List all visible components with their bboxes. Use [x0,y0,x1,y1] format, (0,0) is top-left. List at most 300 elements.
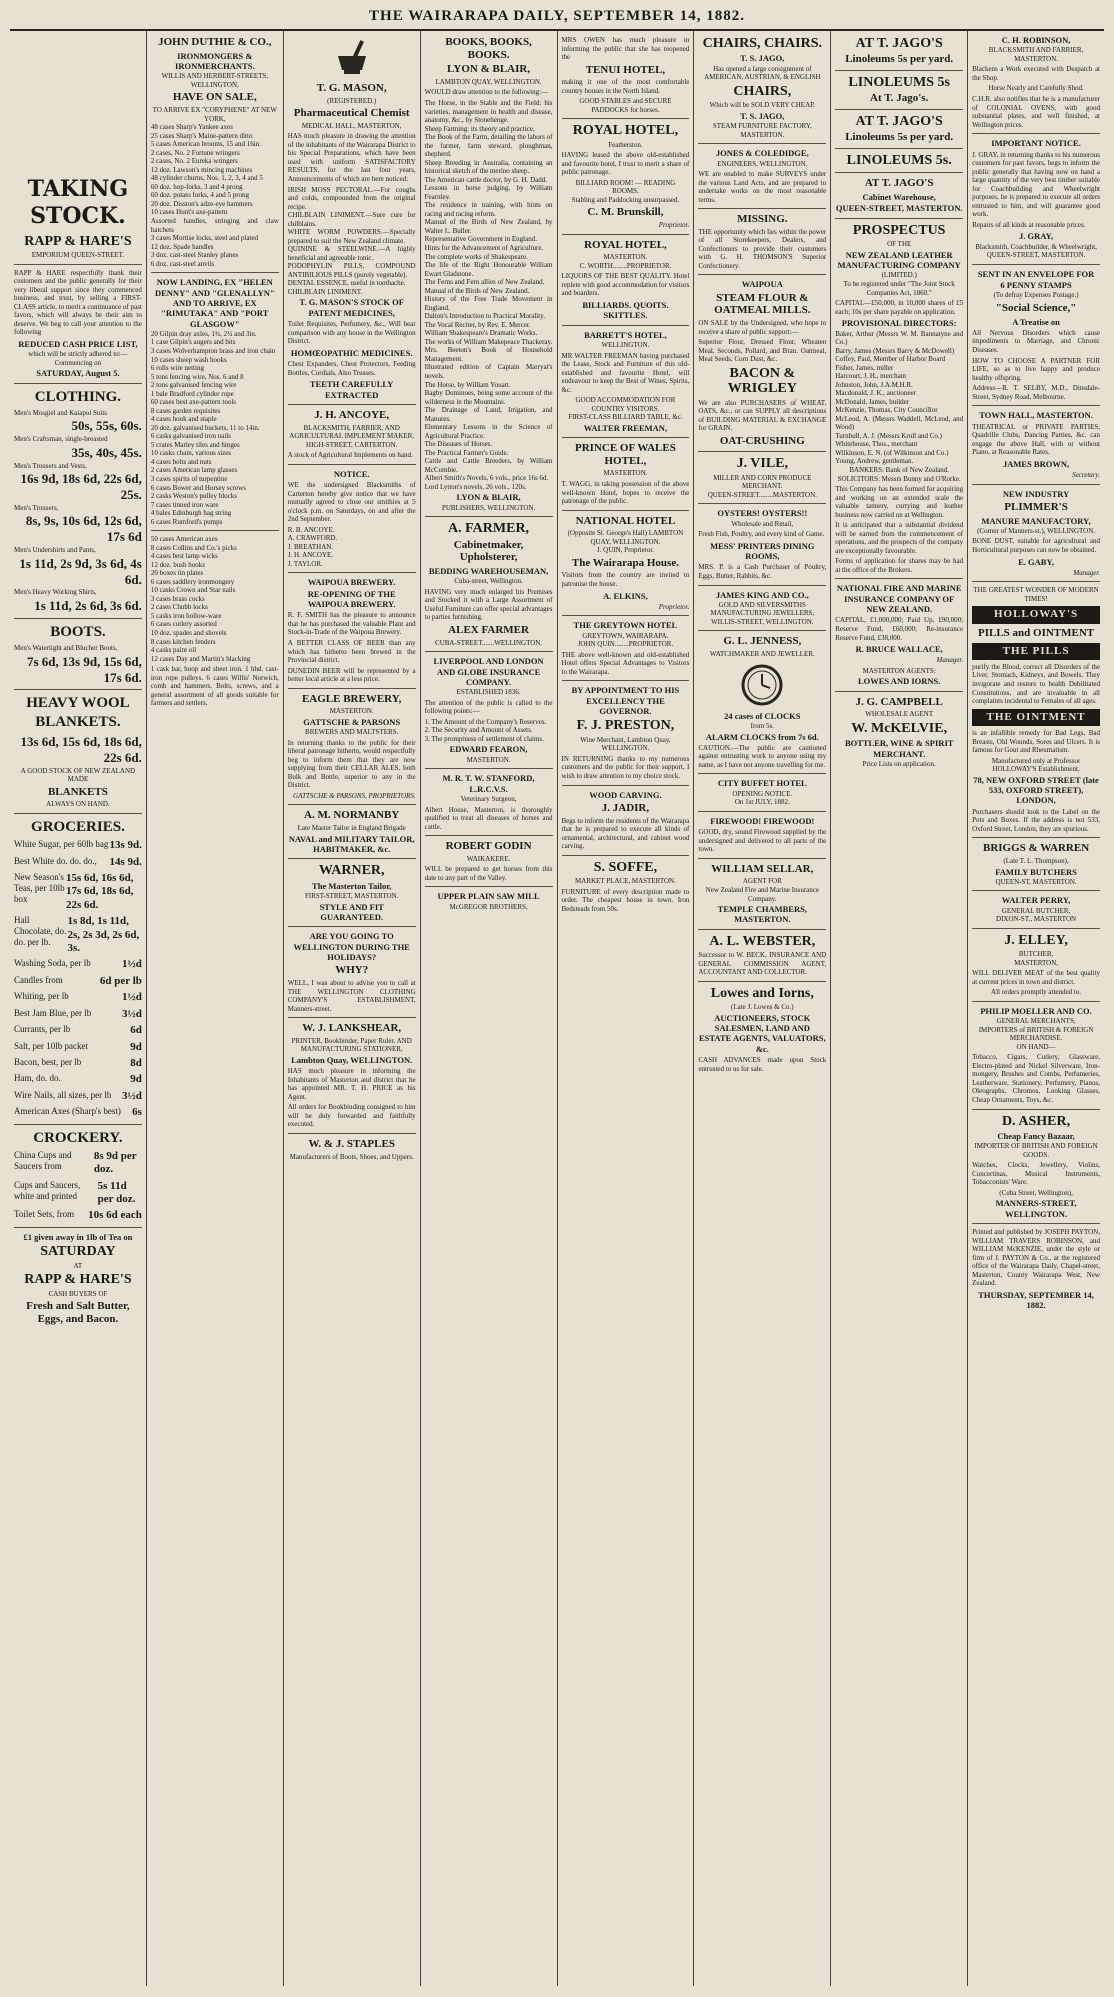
have-on-sale: HAVE ON SALE, [172,91,257,104]
list-item: DENTAL ESSENCE, useful in toothache. [287,279,406,288]
divider [288,858,416,859]
family-address: QUEEN-ST, MASTERTON. [995,877,1077,886]
divider [425,516,553,517]
divider [425,835,553,836]
list-item: Lessons in horse judging, by William Fearnley. [424,184,553,201]
teeth: TEETH CAREFULLY EXTRACTED [309,379,394,400]
barretts-address: WELLINGTON. [601,341,650,350]
price-item: Hall Chocolate, do. do. per lb. [14,915,67,948]
divider [562,118,690,119]
price-value: 3½d [122,1007,142,1020]
price-value: 9d [130,1040,142,1053]
webster-title: A. L. WEBSTER, [709,933,816,949]
printers-dining: MESS' PRINTERS DINING ROOMS, [710,540,815,562]
jones-title: JONES & COLEDIDGE, [715,148,809,159]
list-item: 20 doz. Disston's adze-eye hammers [150,199,253,208]
price-item: White Sugar, per 60lb bag [14,839,109,850]
jagos-3: AT T. JAGO'S [855,114,943,130]
oat-crushing: OAT-CRUSHING [719,434,805,447]
ointment-body: is an infallible remedy for Bad Legs, Bad Breasts, Old Wounds, Sores and Ulcers. It is famous for Gout and Rheumatism. [972,729,1100,755]
list-item: The works of William Makepeace Thackeray. [424,337,553,346]
ancoye-trade: BLACKSMITH, FARRIER, AND AGRICULTURAL IMPLEMENT MAKER, [289,423,415,441]
alarm-clocks: ALARM CLOCKS from 7s 6d. [705,731,819,742]
gattsche-body: In returning thanks to the public for their liberal patronage hitherto, would respectfully beg to inform them that they are now supplying from their CELLAR ALES, both Bulk and Bottle, superior to any in the District. [287,738,416,790]
alex-address: CUBA-STREET.......WELLINGTON. [435,638,543,647]
price-value: 6s [132,1106,142,1119]
strictly-adhered: which will be strictly adhered to:— [28,350,128,359]
jago-address: STEAM FURNITURE FACTORY, MASTERTON. [712,122,812,139]
wairarapa-house: The Wairarapa House. [571,556,679,569]
lino-1: Linoleums 5s per yard. [845,53,954,66]
list-item: 3 doz. cast-steel Stanley planes [150,251,239,260]
at-label: AT [73,1261,83,1270]
price-row [14,991,142,1004]
list-item: 20 boxes tin plates [150,569,204,578]
oysters-body: Fresh Fish, Poultry, and every kind of Game. [698,530,825,539]
walter-perry: WALTER PERRY, [1001,895,1071,906]
price-row [14,975,142,988]
mens-craftsman: Men's Craftsman, single-breasted [14,435,108,444]
divider [562,325,690,326]
briggs-sub: (Late T. L. Thompson), [1003,856,1069,865]
list-item: 5 cases American brooms, 15 and 16in. [150,140,261,149]
mason-title: T. G. MASON, [316,82,387,94]
divider [14,1227,142,1228]
divider [698,208,826,209]
lyon-blair-sign-sub: PUBLISHERS, WELLINGTON. [441,503,536,512]
list-item: Dalton's Introduction to Practical Morality. [424,312,545,321]
application-forms: Forms of application for shares may be had at the office of the Brokers. [835,557,964,574]
elkins-sub: Proprietor. [658,602,690,611]
lowes-body: CASH ADVANCES made upon Stock entrusted to us for sale. [698,1056,827,1073]
ancoye-address: HIGH-STREET, CARTERTON. [306,440,398,449]
prince-of-wales: PRINCE OF WALES HOTEL, [575,442,676,467]
list-item: McDonald, James, builder [835,397,910,406]
mason-address: MEDICAL HALL, MASTERTON, [301,121,402,130]
list-item: 60 cases best axe-pattern tools [150,398,237,407]
price-item: Bacon, best, per lb [14,1056,82,1067]
list-item: Fisher, James, miller [835,363,894,372]
staples-sub: Manufacturers of Boots, Shoes, and Uppers. [289,1152,414,1161]
list-item: 4 cases best lamp wicks [150,552,218,561]
mason-stock: T. G. MASON'S STOCK OF PATENT MEDICINES, [299,297,404,318]
list-item: 60 doz. hop-forks, 3 and 4 prong [150,182,243,191]
purchasers: Purchasers should look to the Label on the Pots and Boxes. If the address is not 533, Oxford Street, London, they are spurious. [972,807,1100,833]
greytown-hotel: THE GREYTOWN HOTEL [573,620,678,631]
cabinet-warehouse: Cabinet Warehouse, [862,192,936,203]
brewery-title: WAIPOUA BREWERY. [307,577,396,588]
bankers: BANKERS: Bank of New Zealand. [849,466,950,474]
price-item: Wire Nails, all sizes, per lb [14,1089,112,1100]
worth-body: LIQUORS OF THE BEST QUALITY. Hotel replete with good accommodation for visitors and boarders. [561,272,690,298]
list-item: 2 cases Chubb locks [150,603,208,612]
list-item: Manual of the Birds of New Zealand, by Walter L. Buller. [424,218,553,235]
list-item: 10 casks chain, various sizes [150,449,232,458]
brunskill-sub: Proprietor. [658,221,690,230]
divider [562,855,690,856]
local-agents-name: LOWES AND IORNS. [857,676,941,687]
why: WHY? [335,964,369,977]
caution: CAUTION.—The public are cautioned against entrusting work to anyone using my name, as I have not anyone travelling for me. [698,743,827,769]
price-value: 13s 9d. [109,839,142,852]
duthie-list-a [151,123,279,268]
list-item: 2 tons galvanised fencing wire [150,381,237,390]
duthie-trade: IRONMONGERS & IRONMERCHANTS. [175,50,255,71]
trousers-vests-price: 16s 9d, 18s 6d, 22s 6d, 25s. [20,471,142,503]
masthead: THE WAIRARAPA DAILY, SEPTEMBER 14, 1882. [10,6,1104,31]
divider [151,272,279,273]
elley-title: J. ELLEY, [1004,932,1068,948]
list-item: 6 cases Bower and Horsey screws [150,483,246,492]
lyon-blair-address: LAMBTON QUAY, WELLINGTON. [435,77,542,86]
soffe-sub: MARKET PLACE, MASTERTON. [575,877,676,886]
social-science: "Social Science," [995,301,1077,314]
divider [835,218,963,219]
column-lyon-blair [421,31,558,1986]
robinson-body-2: Horse Nearly and Carefully Shod. [988,84,1084,93]
normanby-trade: NAVAL and MILITARY TAILOR, HABITMAKER, &c. [288,833,415,854]
list-item: Coffey, Paul, Member of Harbor Board [835,355,946,364]
repairs: Repairs of all kinds at reasonable prices. [972,220,1086,229]
price-item: Salt, per 10lb packet [14,1040,88,1051]
steamer-notice: NOW LANDING, EX "HELEN DENNY" AND "GLENALLYN" AND TO ARRIVE, EX "RIMUTAKA" AND "PORT GLASGOW" [154,277,275,329]
king-sub: MANUFACTURING JEWELLERS, [710,609,815,618]
saturday-heading: SATURDAY [40,1244,116,1260]
mens-mosgiel-price: 50s, 55s, 60s. [71,418,142,434]
column-jago-chairs [694,31,831,1986]
perry-address: DIXON-ST., MASTERTON [996,915,1077,924]
imprint-date: THURSDAY, SEPTEMBER 14, 1882. [978,1289,1094,1311]
asher-title: D. ASHER, [1002,1113,1071,1129]
billiard-table: FIRST-CLASS BILLIARD TABLE, &c. [568,413,683,422]
plimmers: PLIMMER'S [1004,500,1068,513]
list-item: 25 cases Sharp's Maine-pattern ditto [150,131,253,140]
column-mason [284,31,421,1986]
list-item: Johnston, John, J.A.M.H.R. [835,380,913,389]
royal-hotel: ROYAL HOTEL, [572,123,679,139]
signatory: A. CRAWFORD. [287,534,338,543]
list-item: Mrs. Beeton's Book of Household Management. [424,346,553,363]
gray-sub: Blacksmith, Coachbuilder, & Wheelwright, QUEEN-STREET, MASTERTON. [975,242,1097,260]
divider [972,484,1100,485]
divider [14,813,142,814]
steam-body: ON SALE by the Undersigned, who hope to receive a share of public support:— [698,319,827,336]
worth-proprietor: C. WORTH........PROPRIETOR. [579,261,672,270]
list-item: 2. The Security and Amount of Assets. [424,726,533,735]
price-item: Best White do. do. do., [14,855,97,866]
list-item: The Vocal Reciter, by Rev. E. Mercer. [424,320,531,329]
list-item: 12 cases Day and Martin's blacking [150,654,251,663]
list-item: 4 cases hook and staple [150,415,217,424]
penny-stamps: 6 PENNY STAMPS [1000,280,1072,291]
city-open: OPENING NOTICE. [732,789,793,798]
price-item: Candles from [14,974,63,985]
upper-plain-sub: McGREGOR BROTHERS, [449,902,528,911]
eagle-brewery: EAGLE BREWERY, [301,692,402,705]
godin-title: ROBERT GODIN [445,840,532,853]
list-item: 2 cases American lamp glasses [150,466,238,475]
price-value: 3½d [122,1089,142,1102]
gray-name: J. GRAY, [1019,231,1054,242]
capital: CAPITAL—£50,000, in 10,000 shares of £5 each; 10s per share payable on application. [835,299,964,316]
greytown-address: GREYTOWN, WAIRARAPA. [582,631,669,640]
moeller-trade: GENERAL MERCHANTS, [996,1017,1076,1026]
list-item: 6 cases Rumford's pumps [150,517,223,526]
list-item: The residence in training, with hints on racing and racing reform. [424,201,553,218]
price-item: Whiting, per lb [14,991,69,1002]
divider [14,689,142,690]
working-shirts: Men's Heavy Working Shirts, [14,588,97,597]
leather-body-2: It is anticipated that a substantial dividend will be earned from the commencement of operations, and the prospects of the company are exceptionally favourable. [835,521,964,555]
list-item: 3 cases Wolverhampton brass and iron chain [150,347,276,356]
lankshear-trade: PRINTER, Bookbinder, Paper Ruler, AND MANUFACTURING STATIONER, [291,1036,412,1054]
divider [698,630,826,631]
price-row [14,872,142,912]
list-item: The Practical Farmer's Guide. [424,448,509,457]
brunskill: C. M. Brunskill, [587,206,664,219]
rapp-hare-bottom: RAPP & HARE'S [24,1272,132,1288]
price-row [14,839,142,852]
list-item: William Shakespeare's Dramatic Works. [424,329,538,338]
list-item: The Horse, by William Youatt. [424,380,511,389]
to-arrive: TO ARRIVE EX "CORYPHENE" AT NEW YORK, [152,106,277,123]
books-heading: BOOKS, BOOKS, BOOKS. [445,36,532,61]
blankets-price: 13s 6d, 15s 6d, 18s 6d, 22s 6d. [20,733,142,765]
mens-trousers-price: 8s, 9s, 10s 6d, 12s 6d, 17s 6d [25,513,142,545]
column-linoleum-prospectus [831,31,968,1986]
missing-body: THE opportunity which lies within the power of all Storekeepers, Dealers, and Confectioners to provide their customers with G. H. THOMSON'S Superior Confectionery. [698,227,827,270]
duthie-list-b [151,330,279,526]
divider [698,811,826,812]
preston-title: F. J. PRESTON, [576,718,675,734]
clock-icon [740,663,784,707]
town-hall: TOWN HALL, MASTERTON. [979,410,1093,421]
barretts-hotel: BARRETT'S HOTEL, [584,329,667,340]
list-item: WHITE WORM POWDERS.—Specially prepared to suit the New Zealand climate. [287,228,416,245]
price-item: Currants, per lb [14,1024,71,1035]
godin-body: WILL be prepared to get horses from this date to any part of the Valley. [424,865,553,882]
billiards-quoits: BILLIARDS. QUOITS. SKITTLES. [582,299,669,321]
elkins: A. ELKINS, [603,590,648,601]
list-item: McLeod, A. (Messrs Waddell, McLeod, and Wood) [835,414,964,432]
list-item: 8 cases garden requisites [150,406,221,415]
list-item: PODOPHYLIN PILLS, COMPOUND ANTIBILIOUS PILLS (purely vegetable). [287,262,416,279]
list-item: Manual of the Birds of New Zealand. [424,286,530,295]
insurance-agent-sub: MASTERTON. [466,755,511,764]
james-brown-sub: Secretary. [1072,471,1100,480]
list-item: Whitehouse, Thos., merchant [835,440,918,449]
mason-registered: (REGISTERED.) [327,96,377,105]
divider [698,451,826,452]
king-trade: GOLD AND SILVERSMITHS [718,600,806,609]
list-item: The Drainage of Land, Irrigation, and Manures. [424,406,553,423]
list-item: 3 cases spirits of turpentine [150,474,228,483]
rapp-hare-intro: RAPP & HARE respectfully thank their customers and the public generally for their very liberal support since they commenced business, and trust, by selling a FIRST-CLASS article, to merit a continuance of past favors, which will always be their aim to deserve. We beg to call your attention to the following [14,268,142,337]
asher-items: Watches, Clocks, Jewellery, Violins, Concertinas, Musical Instruments, Tobacconists' Ware. [972,1161,1100,1187]
list-item: 2 casks Weston's pulley blocks [150,492,237,501]
divider [14,618,142,619]
bone-dust: BONE DUST, suitable for agricultural and Horticultural purposes can now be obtained. [972,537,1100,554]
moeller-title: PHILIP MOELLER AND CO. [980,1005,1092,1016]
perry-trade: GENERAL BUTCHER, [1001,906,1071,915]
list-item: 10 doz. spades and shovels [150,629,227,638]
wallace-sub: Manager. [936,656,964,665]
list-item: Sheep Farming: its theory and practice. [424,124,535,133]
vile-address: QUEEN-STREET........MASTERTON. [707,490,817,499]
list-item: 12 doz. Lawson's mincing machines [150,165,253,174]
lowes-sub: (Late J. Lowes & Co.) [731,1003,794,1012]
blank-space [14,34,142,172]
list-item: Wilkinson, E. N. (of Wilkinson and Co.) [835,448,949,457]
jenness-trade: WATCHMAKER AND JEWELLER. [709,650,815,659]
city-date: On 1st JULY, 1882. [734,798,790,807]
boots-heading: BOOTS. [50,623,106,640]
signatory: R. B. ANCOYE. [287,525,335,534]
list-item: History of the Free Trade Movement in England. [424,295,553,312]
divider [562,234,690,235]
divider [288,1133,416,1134]
list-item: The American cattle doctor, by G. H. Dadd. [424,175,547,184]
blankets-heading: HEAVY WOOL BLANKETS. [26,695,130,730]
list-item: Albert Smith's Novels, 6 vols., price 16s 6d. [424,474,549,483]
divider [14,1124,142,1125]
list-item: Cattle and Cattle Breeders, by William McCombie. [424,457,553,474]
trousers-vests: Men's Trousers and Vests, [14,461,87,470]
list-item: The Book of the Farm, detailing the labors of the farmer, farm steward, ploughman, shepherd. [424,133,553,159]
price-row [14,1024,142,1037]
list-item: 2 cases, No. 2 Fortune wringers [150,148,240,157]
notice-body: WE the undersigned Blacksmiths of Carterton hereby give notice that we have mutually agreed to close our smithies at 5 o'clock p.m. on Saturdays, on and after the 2nd September. [287,481,416,524]
price-item: Best Jam Blue, per lb [14,1007,92,1018]
price-value: 1s 8d, 1s 11d, 2s, 2s 3d, 2s 6d, 3s. [67,915,140,955]
divider [835,172,963,173]
wairarapa-body: Visitors from the country are invited to patronise the house. [561,571,690,588]
walter-freeman: WALTER FREEMAN, [583,422,668,433]
ancoye-body: A stock of Agricultural Implements on hand. [287,451,413,460]
divider [698,143,826,144]
sellar-title: WILLIAM SELLAR, [711,862,814,875]
briggs-warren: BRIGGS & WARREN [982,842,1090,855]
upper-plain-title: UPPER PLAIN SAW MILL [437,891,540,902]
treatise: A Treatise on [1012,316,1060,327]
divider [972,837,1100,838]
list-item: QUININE & STEELWINE.—A highly beneficial and agreeable tonic. [287,245,416,262]
list-item: 10 cases sheep wash hooks [150,355,227,364]
crockery-heading: CROCKERY. [33,1129,123,1146]
king-title: JAMES KING AND CO., [715,589,809,600]
column-duthie [147,31,284,1986]
robinson-title: C. H. ROBINSON, [1001,35,1071,45]
prospectus-of: OF THE [887,240,912,249]
price-value: 14s 9d. [109,855,142,868]
tenui-body: making it one of the most comfortable country houses in the North Island. [561,78,690,95]
wallace: R. BRUCE WALLACE, [855,644,943,655]
waipoua: WAIPOUA [741,279,783,290]
list-item: 12 doz. bush hooks [150,560,205,569]
divider [698,585,826,586]
price-value: 6d [130,1024,142,1037]
moeller-items: Tobacco, Cigars, Cutlery, Glassware, Electro-plated and Nickel Silverware, Iron-mongery, Brushes and Combs, Perfumeries, Leatherware, Stationery, Perfumery, Pianos, Oleographs, Chromos, Looking Glasses, Cheap Ornaments, Toys, &c. [972,1053,1100,1104]
jago-sign: T. S. JAGO, [740,110,785,121]
list-item: Macdonald, J. K., auctioneer [835,389,916,398]
normanby-sub: Late Master Tailor in England Brigade [297,824,406,833]
list-item: 20 Gilpin dray axles, 1¾, 2¼ and 3in. [150,329,257,338]
divider [835,148,963,149]
royal-address: Featherston. [608,140,643,149]
jenness-title: G. L. JENNESS, [723,635,802,648]
cabinet-address: QUEEN-STREET, MASTERTON. [835,203,963,214]
farmer-trade: Cabinetmaker, Upholsterer, [453,538,524,564]
jadir-body: Begs to inform the residents of the Wairarapa that he is prepared to execute all kinds of ornamental, architectural, and cabinet wood carving. [561,816,690,851]
price-row [14,1150,142,1177]
duthie-address: WILLIS AND HERBERT-STREETS, WELLINGTON, [161,72,269,89]
pills-body: purify the Blood, correct all Disorders of the Liver, Stomach, Kidneys, and Bowels. They invigorate and restore to health Debilitated Constitutions, and are invaluable in all complaints incidental to Females of all ages. [972,662,1100,706]
prospectus-name: NEW ZEALAND LEATHER MANUFACTURING COMPANY [837,249,961,271]
price-lists: Price Lists on application. [862,760,936,769]
elley-address: MASTERTON, [1014,958,1059,967]
price-row [14,1209,142,1222]
book-list [425,99,553,491]
divider [972,581,1100,582]
steam-mills: STEAM FLOUR & OATMEAL MILLS. [714,291,811,317]
clothing-heading: CLOTHING. [34,388,122,405]
list-item: 3. The promptness of settlement of claims. [424,734,544,743]
list-item: 3 cases Mortise locks, steel and plated [150,234,258,243]
farmer-address: Cuba-street, Wellington. [454,577,523,586]
leather-body: This Company has been formed for acquiring and working on an extended scale the valuable tannery, currying and leather business now carried on at Wellington. [835,485,964,519]
price-row [14,1041,142,1054]
commencing: Commencing on [54,358,102,367]
price-value: 6d per lb [99,974,142,987]
price-value: 8s 9d per doz. [93,1149,137,1176]
farmer-body: HAVING very much enlarged his Premises and Stocked it with a Large Assortment of Useful Furniture can offer special advantages to parties furnishing. [424,587,553,622]
undershirts: Men's Undershirts and Pants, [14,546,96,555]
list-item: The Ferns and Fern allies of New Zealand. [424,278,545,287]
mason-body: HAS much pleasure in drawing the attention of the inhabitants of the Wairarapa District to his Special Preparations, which have been used with uniform SATISFACTORY RESULTS, for the last four years, Announcements of which are here noticed: [287,132,416,183]
divider [972,264,1100,265]
blankets-nz: A GOOD STOCK OF NEW ZEALAND MADE [20,766,136,784]
jagos-2: At T. Jago's. [870,92,929,105]
local-agents: MASTERTON AGENTS: [862,666,936,675]
columns [10,31,1104,1986]
royal-body: HAVING leased the above old-established and favourite hotel, I trust to merit a share of public patronage. [561,151,690,177]
divider [835,691,963,692]
solicitors: SOLICITORS: Messrs Bunny and O'Rorke. [837,474,961,483]
divider [562,615,690,616]
lino-4: LINOLEUMS 5s. [846,153,952,169]
boots-line: Men's Watertight and Blucher Boots, [14,644,118,653]
list-item: Illustrated edition of Captain Marryat's novels. [424,363,553,380]
divider [425,886,553,887]
saturday-date: SATURDAY, August 5. [36,368,120,379]
divider [698,773,826,774]
list-item: The complete works of Shakespeare. [424,252,528,261]
list-item: Assorted handles, stringing and claw hatchets [150,216,279,234]
list-item: 4 cases bolts and nuts [150,457,212,466]
divider [288,1017,416,1018]
stamps-sub: (To defray Expenses Postage.) [993,291,1079,300]
mortar-pestle-icon [332,38,372,78]
campbell-sub: WHOLESALE AGENT [865,710,934,719]
brewery-better: A BETTER CLASS OF BEER than any which has hitherto been brewed in the Provincial district. [287,639,416,665]
barretts-body: MR WALTER FREEMAN having purchased the Lease, Stock and Furniture of this old-established and favourite Hotel, will endeavour to keep the Best of Wines, Spirits, &c. [561,351,690,394]
prince-address: MASTERTON. [603,469,648,478]
wood-carving: WOOD CARVING. [589,789,662,800]
list-item: 4 casks paint oil [150,646,197,655]
price-row [14,1180,142,1207]
printers-body: MRS. P. is a Cash Purchaser of Poultry, Eggs, Butter, Rabbits, &c. [698,563,827,580]
divider [698,274,826,275]
